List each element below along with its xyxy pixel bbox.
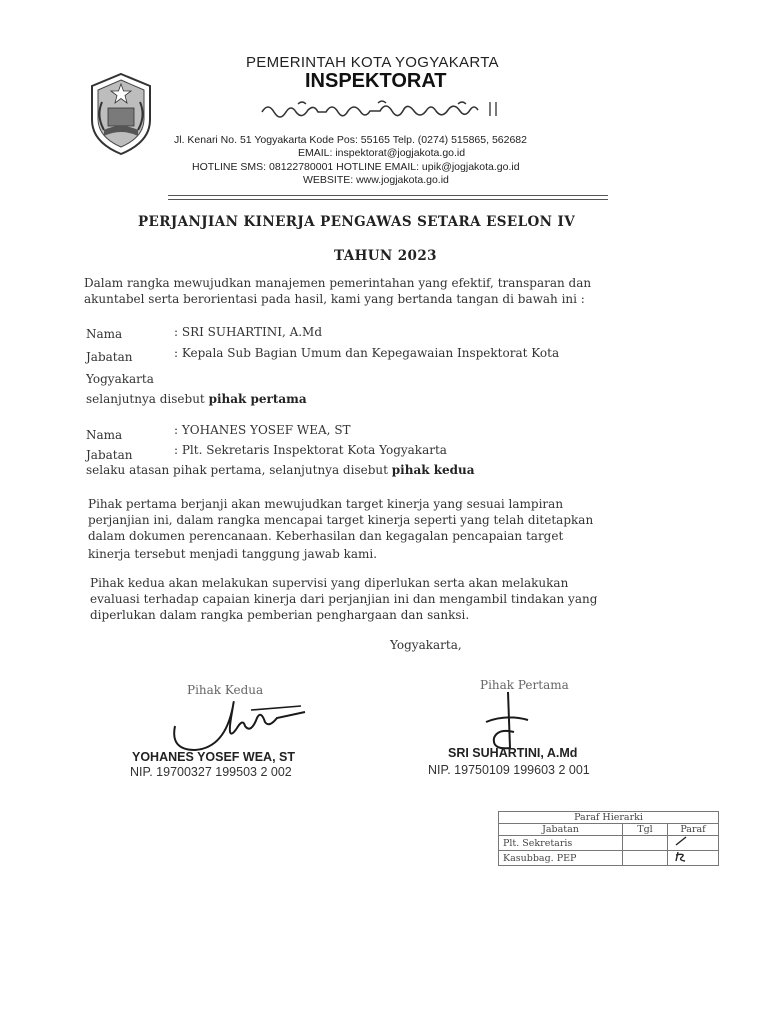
left-signer-nip: NIP. 19700327 199503 2 002 [130,765,292,779]
party2-name-value: : YOHANES YOSEF WEA, ST [174,423,351,437]
paraf-hierarki-table [498,811,719,866]
table-row [499,836,719,851]
right-signer-nip: NIP. 19750109 199603 2 001 [428,763,590,777]
paraf-table-title: Paraf Hierarki [499,812,719,824]
left-signature-mark [165,688,315,758]
address-line: Jl. Kenari No. 51 Yogyakarta Kode Pos: 55165 Telp. (0274) 515865, 562682 [174,134,527,146]
para1-line-1: Pihak pertama berjanji akan mewujudkan target kinerja yang sesuai lampiran [88,497,564,511]
paraf-row-1-tgl [623,836,668,851]
right-signer-role: Pihak Pertama [480,678,569,692]
party2-referred [86,463,475,477]
para1-line-2: perjanjian ini, dalam rangka mencapai target kinerja seperti yang telah ditetapkan [88,513,594,527]
paraf-row-2-paraf [668,851,719,866]
document-year: TAHUN 2023 [334,248,437,264]
party1-name-value: : SRI SUHARTINI, A.Md [174,325,323,339]
party1-referred-term: pihak pertama [208,392,307,406]
paraf-col-paraf: Paraf [668,824,719,836]
paraf-mark-1 [672,836,692,847]
party2-position-value: : Plt. Sekretaris Inspektorat Kota Yogyakarta [174,443,447,457]
party1-position-value: : Kepala Sub Bagian Umum dan Kepegawaian Inspektorat Kota [174,346,560,360]
right-signer-name: SRI SUHARTINI, A.Md [448,746,578,760]
government-name: PEMERINTAH KOTA YOGYAKARTA [246,54,499,71]
party1-name-label: Nama [86,327,123,341]
para2-line-3: diperlukan dalam rangka pemberian penghargaan dan sanksi. [90,608,470,622]
department-name: INSPEKTORAT [305,70,447,92]
paraf-row-2-tgl [623,851,668,866]
signing-place: Yogyakarta, [390,638,462,652]
party1-position-cont: Yogyakarta [86,372,154,386]
paraf-row-1-paraf [668,836,719,851]
party2-position-label: Jabatan [86,448,133,462]
paraf-mark-2 [672,851,692,862]
website-line: WEBSITE: www.jogjakota.go.id [303,174,449,186]
party1-position-label: Jabatan [86,350,133,364]
paraf-row-1-jabatan: Plt. Sekretaris [499,836,623,851]
paraf-col-jabatan: Jabatan [499,824,623,836]
email-line: EMAIL: inspektorat@jogjakota.go.id [298,147,466,159]
paraf-row-2-jabatan: Kasubbag. PEP [499,851,623,866]
intro-line-2: akuntabel serta berorientasi pada hasil, kami yang bertanda tangan di bawah ini : [84,292,585,306]
intro-line-1: Dalam rangka mewujudkan manajemen pemerintahan yang efektif, transparan dan [84,276,592,290]
left-signer-name: YOHANES YOSEF WEA, ST [132,750,295,764]
paraf-col-tgl: Tgl [623,824,668,836]
javanese-script-decoration [258,96,508,122]
hotline-line: HOTLINE SMS: 08122780001 HOTLINE EMAIL: upik@jogjakota.go.id [192,161,520,173]
party2-referred-prefix: selaku atasan pihak pertama, selanjutnya disebut [86,463,392,477]
para2-line-1: Pihak kedua akan melakukan supervisi yang diperlukan serta akan melakukan [90,576,569,590]
letterhead-divider-thin [168,199,608,200]
party2-referred-term: pihak kedua [391,463,475,477]
city-emblem-icon [86,72,156,156]
table-row [499,851,719,866]
letterhead-divider [168,195,608,196]
document-title: PERJANJIAN KINERJA PENGAWAS SETARA ESELON IV [138,214,576,230]
para2-line-2: evaluasi terhadap capaian kinerja dari perjanjian ini dan mengambil tindakan yang [90,592,598,606]
party1-referred-prefix: selanjutnya disebut [86,392,209,406]
left-signer-role: Pihak Kedua [187,683,264,697]
para1-line-4: kinerja tersebut menjadi tanggung jawab kami. [88,547,378,561]
party1-referred [86,392,307,406]
para1-line-3: dalam dokumen perencanaan. Keberhasilan dan kegagalan pencapaian target [88,529,564,543]
party2-name-label: Nama [86,428,123,442]
